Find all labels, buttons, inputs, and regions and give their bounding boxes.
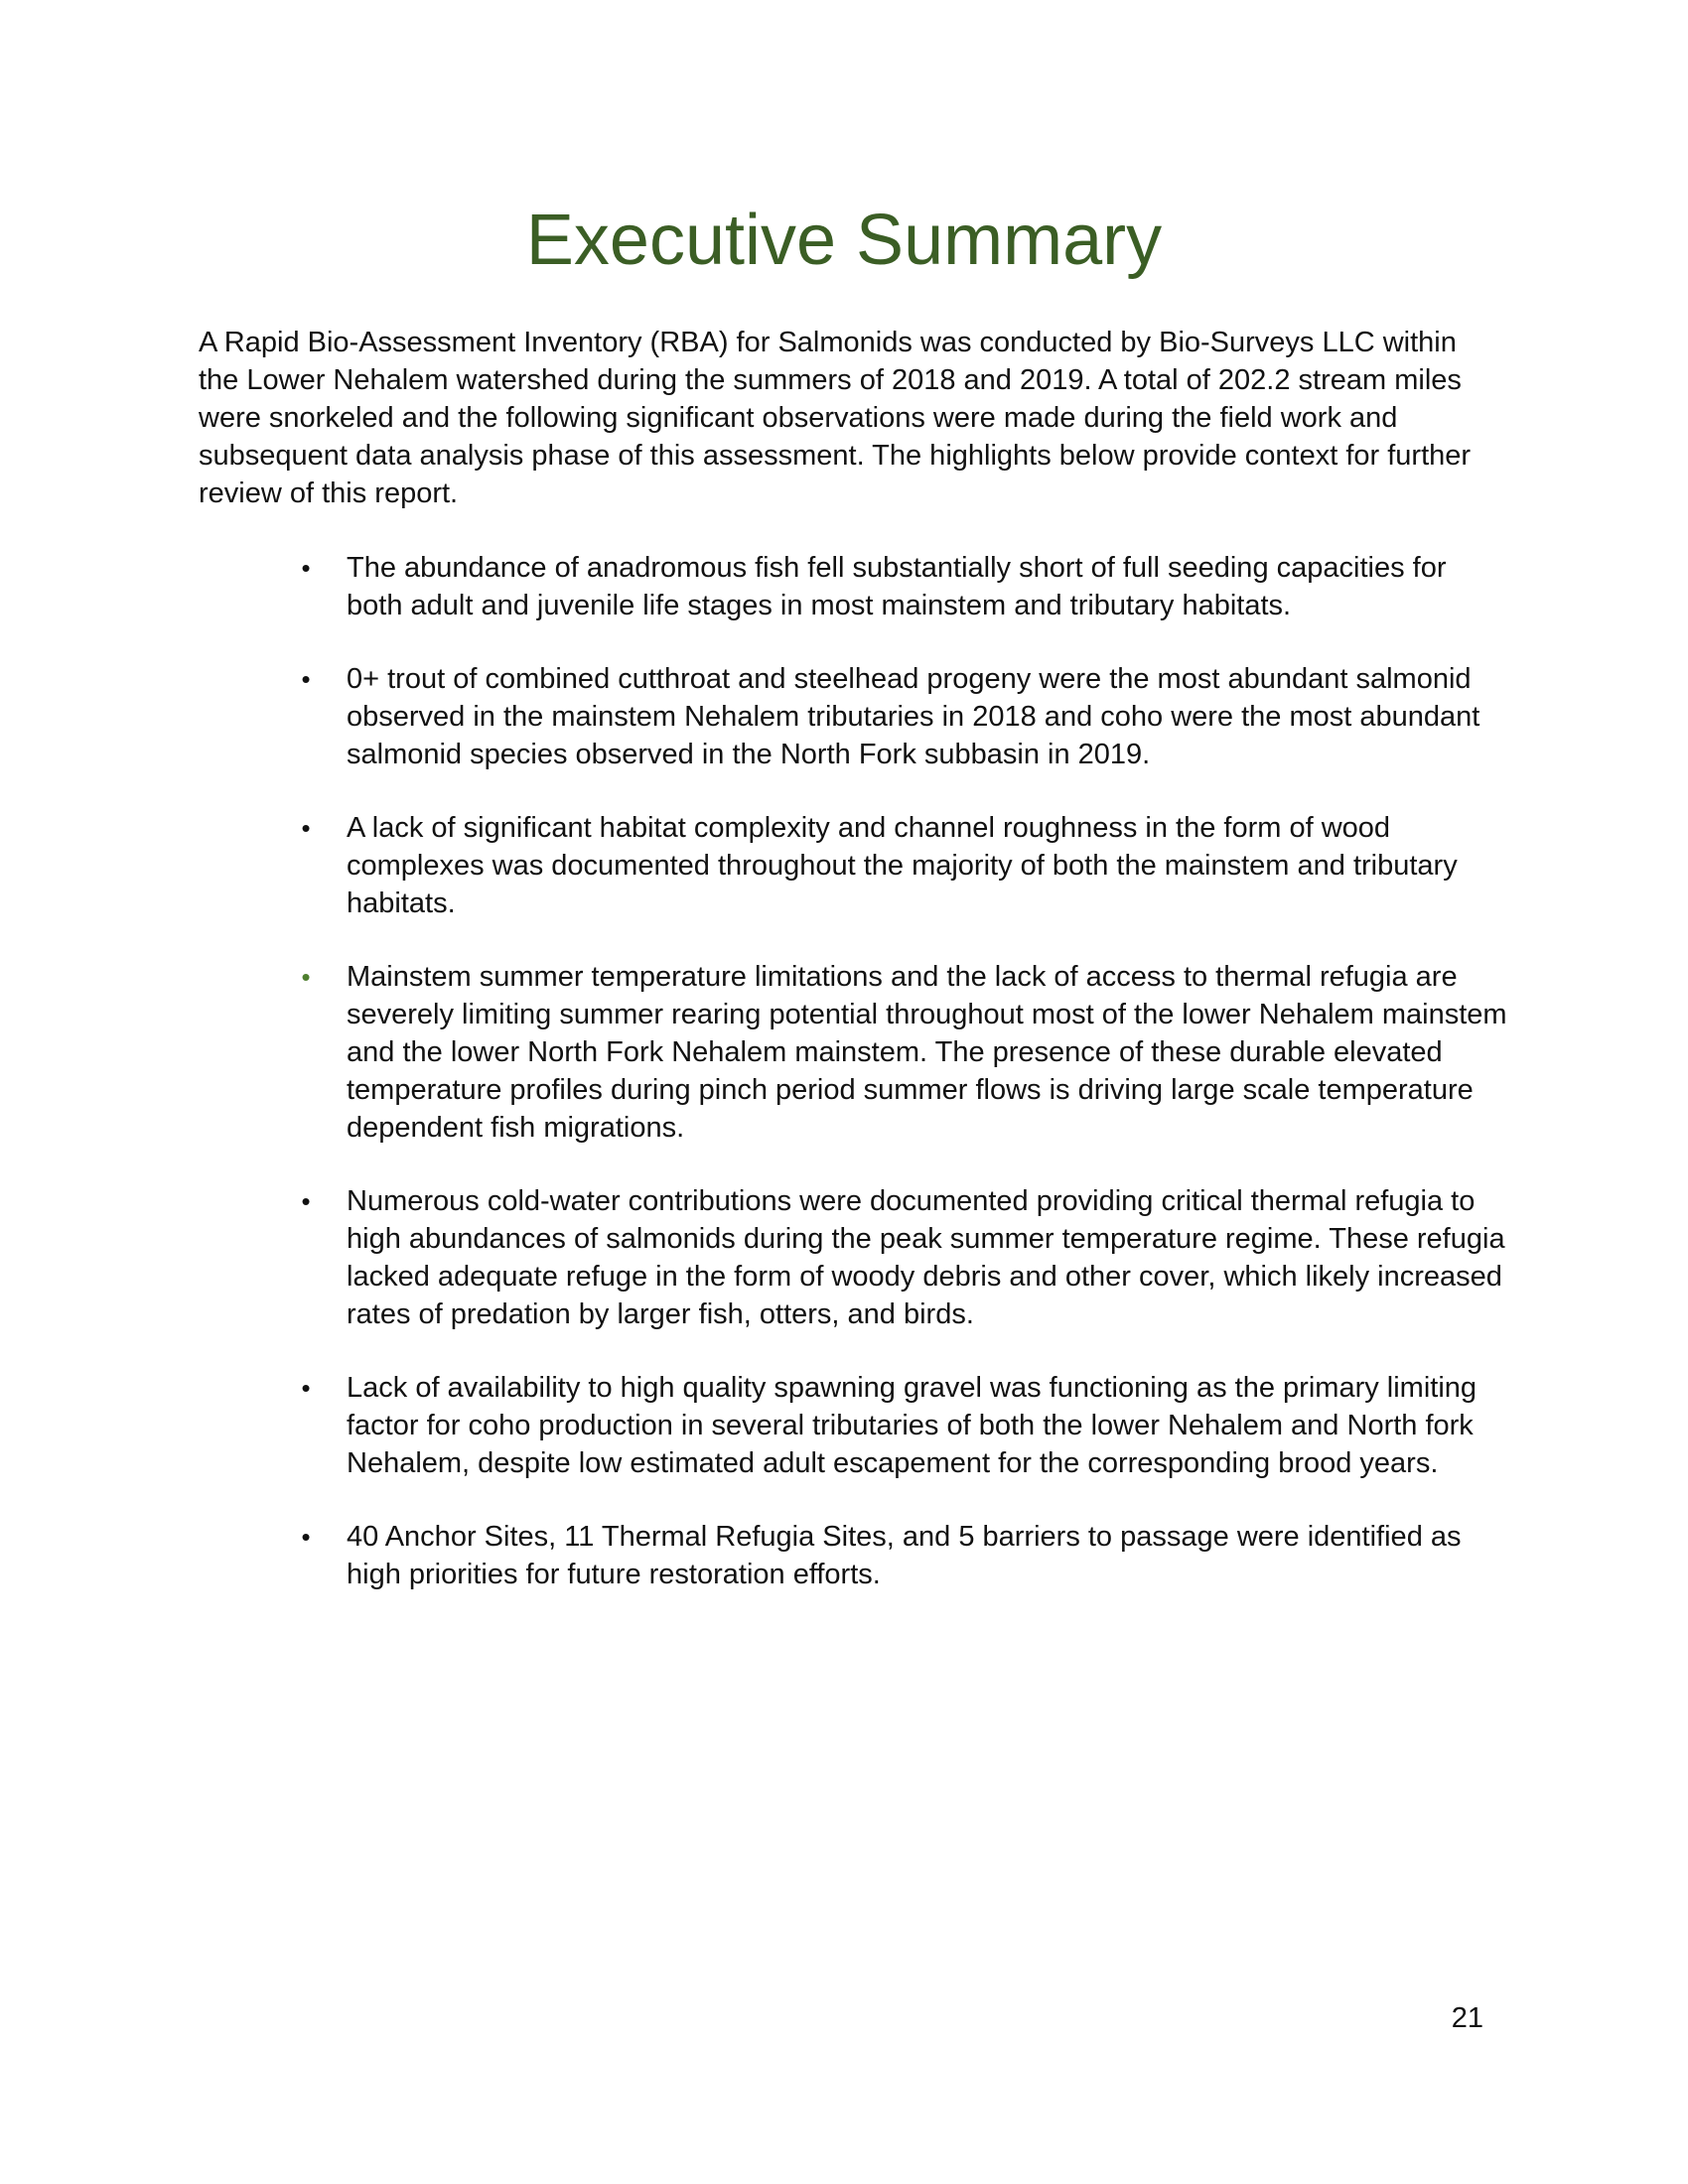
list-item — [199, 809, 1509, 922]
list-item-text: The abundance of anadromous fish fell substantially short of full seeding capacities for both adult and juvenile life stages in most mainstem and tributary habitats. — [347, 552, 1447, 621]
intro-paragraph: A Rapid Bio-Assessment Inventory (RBA) for Salmonids was conducted by Bio-Surveys LLC within the Lower Nehalem watershed during the summers of 2018 and 2019. A total of 202.2 stream miles were snorkeled and the following significant observations were made during the field work and subsequent data analysis phase of this assessment. The highlights below provide context for further review of this report. — [199, 327, 1472, 509]
list-item-text: Numerous cold-water contributions were documented providing critical thermal refugia to high abundances of salmonids during the peak summer temperature regime. These refugia lacked adequate refuge in the form of woody debris and other cover, which likely increased rates of predation by larger fish, otters, and birds. — [347, 1185, 1505, 1330]
bullet-icon: • — [301, 553, 311, 583]
list-item — [199, 1369, 1509, 1482]
bullet-icon: • — [301, 1186, 311, 1216]
bullet-icon: • — [301, 1522, 311, 1552]
list-item-text: A lack of significant habitat complexity and channel roughness in the form of wood complexes was documented throughout the majority of both the mainstem and tributary habitats. — [347, 812, 1458, 919]
page-number: 21 — [1451, 2002, 1483, 2034]
list-item-text: Lack of availability to high quality spawning gravel was functioning as the primary limiting factor for coho production in several tributaries of both the lower Nehalem and North fork Nehalem, despite low estimated adult escapement for the corresponding brood years. — [347, 1372, 1477, 1479]
list-item — [199, 660, 1509, 773]
list-item — [199, 1182, 1509, 1333]
list-item-text: 40 Anchor Sites, 11 Thermal Refugia Sites, and 5 barriers to passage were identified as high priorities for future restoration efforts. — [347, 1521, 1462, 1590]
list-item — [199, 1518, 1509, 1593]
list-item — [199, 958, 1509, 1147]
highlights-list — [199, 549, 1509, 1629]
bullet-icon: • — [301, 813, 311, 843]
list-item — [199, 549, 1509, 624]
bullet-icon: • — [301, 664, 311, 694]
page-title: Executive Summary — [525, 201, 1163, 280]
list-item-text: 0+ trout of combined cutthroat and steelhead progeny were the most abundant salmonid observed in the mainstem Nehalem tributaries in 2018 and coho were the most abundant salmonid species observed in the North Fork subbasin in 2019. — [347, 663, 1480, 770]
list-item-text: Mainstem summer temperature limitations and the lack of access to thermal refugia are severely limiting summer rearing potential throughout most of the lower Nehalem mainstem and the lower North Fork Nehalem mainstem. The presence of these durable elevated temperature profiles during pinch period summer flows is driving large scale temperature dependent fish migrations. — [347, 961, 1507, 1144]
bullet-icon: • — [301, 962, 311, 992]
bullet-icon: • — [301, 1373, 311, 1403]
